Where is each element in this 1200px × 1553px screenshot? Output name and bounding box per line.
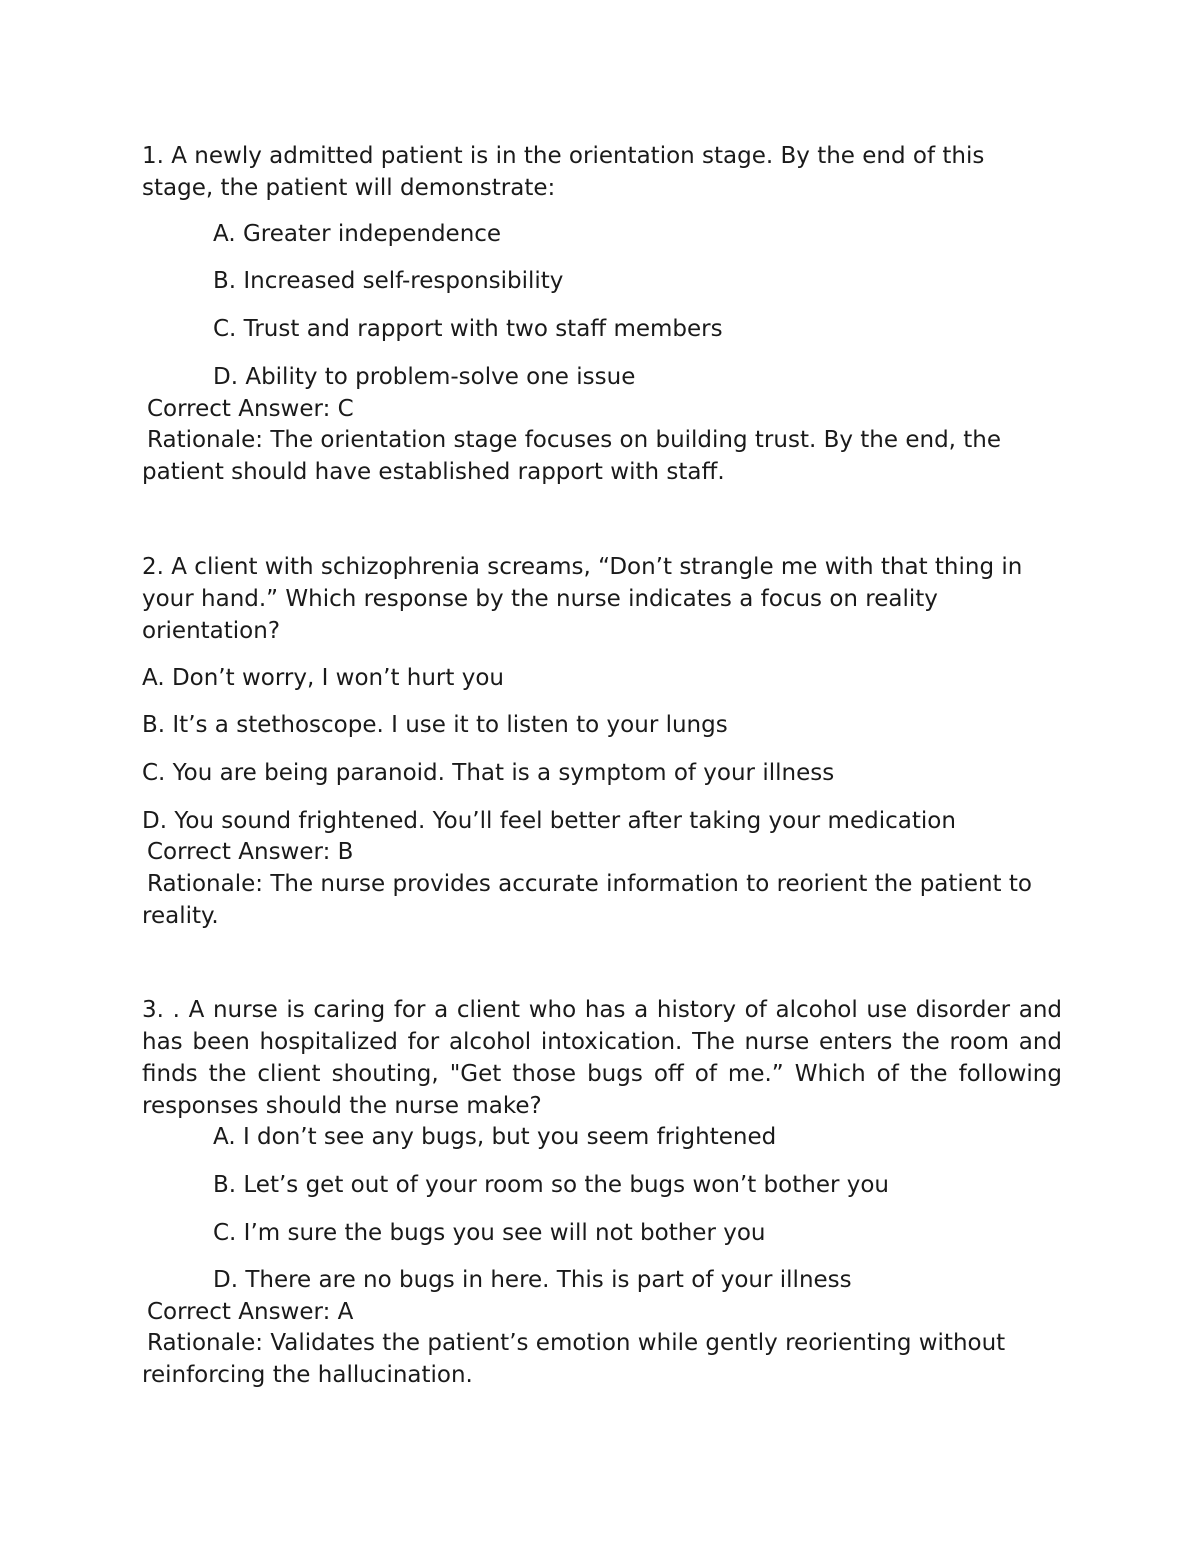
question-3-option-a: A. I don’t see any bugs, but you seem frightened [213, 1124, 777, 1150]
question-2-correct-answer: Correct Answer: B [147, 839, 354, 865]
question-3-rationale: Rationale: Validates the patient’s emotion while gently reorienting without reinforcing the hallucination. [142, 1330, 1006, 1388]
question-1-option-a: A. Greater independence [213, 221, 502, 247]
question-2-option-a: A. Don’t worry, I won’t hurt you [142, 665, 504, 691]
question-2-option-c: C. You are being paranoid. That is a symptom of your illness [142, 760, 835, 786]
question-2-rationale: Rationale: The nurse provides accurate information to reorient the patient to reality. [142, 871, 1032, 929]
question-1-rationale: Rationale: The orientation stage focuses on building trust. By the end, the patient should have established rapport with staff. [142, 427, 1002, 485]
question-3-option-d: D. There are no bugs in here. This is part of your illness [213, 1267, 852, 1293]
question-2-stem: 2. A client with schizophrenia screams, “Don’t strangle me with that thing in your hand.” Which response by the nurse indicates a focus on reality orientation? [142, 554, 1023, 644]
question-3-option-b: B. Let’s get out of your room so the bugs won’t bother you [213, 1172, 889, 1198]
question-1-stem: 1. A newly admitted patient is in the orientation stage. By the end of this stage, the patient will demonstrate: [142, 143, 985, 201]
question-1-option-b: B. Increased self-responsibility [213, 268, 564, 294]
question-1-correct-answer: Correct Answer: C [147, 396, 354, 422]
question-3-option-c: C. I’m sure the bugs you see will not bother you [213, 1220, 766, 1246]
question-3-stem: 3. . A nurse is caring for a client who has a history of alcohol use disorder and has been hospitalized for alcohol intoxication. The nurse enters the room and finds the client shouting, "Get those bugs off of me.” Which of the following responses should the nurse make? [142, 997, 1062, 1119]
question-1-option-c: C. Trust and rapport with two staff members [213, 316, 723, 342]
question-1-option-d: D. Ability to problem-solve one issue [213, 364, 636, 390]
question-3-correct-answer: Correct Answer: A [147, 1299, 354, 1325]
question-2-option-d: D. You sound frightened. You’ll feel better after taking your medication [142, 808, 956, 834]
question-2-option-b: B. It’s a stethoscope. I use it to listen to your lungs [142, 712, 728, 738]
